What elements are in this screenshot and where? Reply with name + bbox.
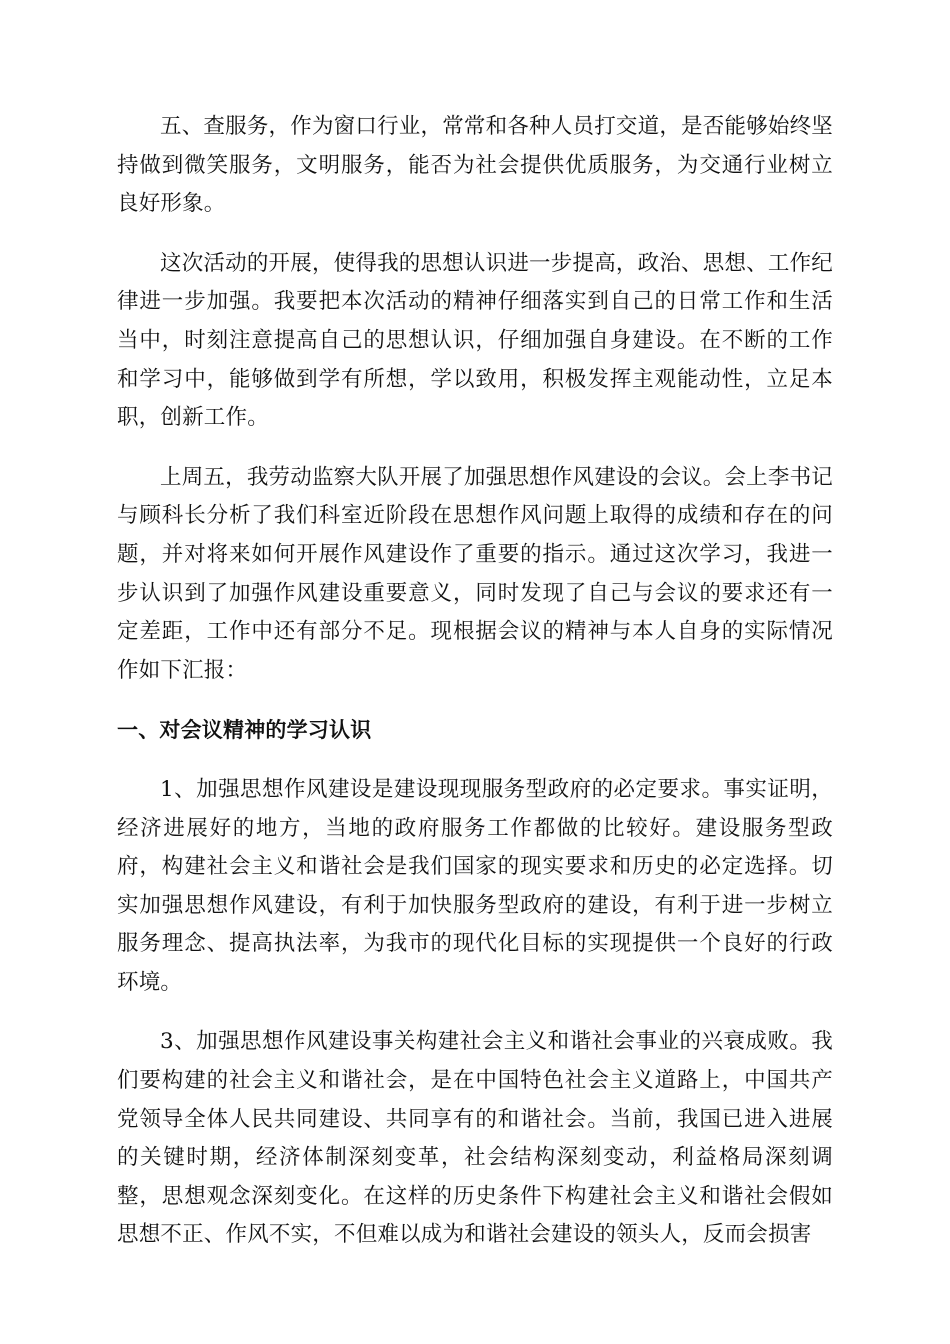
paragraph-activity-reflection: 这次活动的开展，使得我的思想认识进一步提高，政治、思想、工作纪律进一步加强。我要把本次活动的精神仔细落实到自己的日常工作和生活当中，时刻注意提高自己的思想认识，仔细加强自身建设。在不断的工作和学习中，能够做到学有所想，学以致用，积极发挥主观能动性，立足本职，创新工作。 (117, 250, 833, 431)
paragraph-service-check: 五、查服务，作为窗口行业，常常和各种人员打交道，是否能够始终坚持做到微笑服务，文明服务，能否为社会提供优质服务，为交通行业树立良好形象。 (117, 114, 833, 217)
paragraph-point-1: 1、加强思想作风建设是建设现现服务型政府的必定要求。事实证明，经济进展好的地方，当地的政府服务工作都做的比较好。建设服务型政府，构建社会主义和谐社会是我们国家的现实要求和历史的必定选择。切实加强思想作风建设，有利于加快服务型政府的建设，有利于进一步树立服务理念、提高执法率，为我市的现代化目标的实现提供一个良好的行政环境。 (117, 776, 833, 995)
document-body (117, 108, 833, 1276)
paragraph-point-3: 3、加强思想作风建设事关构建社会主义和谐社会事业的兴衰成败。我们要构建的社会主义和谐社会，是在中国特色社会主义道路上，中国共产党领导全体人民共同建设、共同享有的和谐社会。当前，我国已进入进展的关键时期，经济体制深刻变革，社会结构深刻变动，利益格局深刻调整，思想观念深刻变化。在这样的历史条件下构建社会主义和谐社会假如思想不正、作风不实，不但难以成为和谐社会建设的领头人，反而会损害 (117, 1029, 833, 1248)
paragraph-meeting-report: 上周五，我劳动监察大队开展了加强思想作风建设的会议。会上李书记与顾科长分析了我们科室近阶段在思想作风问题上取得的成绩和存在的问题，并对将来如何开展作风建设作了重要的指示。通过这次学习，我进一步认识到了加强作风建设重要意义，同时发现了自己与会议的要求还有一定差距，工作中还有部分不足。现根据会议的精神与本人自身的实际情况作如下汇报： (117, 464, 833, 683)
section-heading: 一、对会议精神的学习认识 (117, 718, 372, 743)
